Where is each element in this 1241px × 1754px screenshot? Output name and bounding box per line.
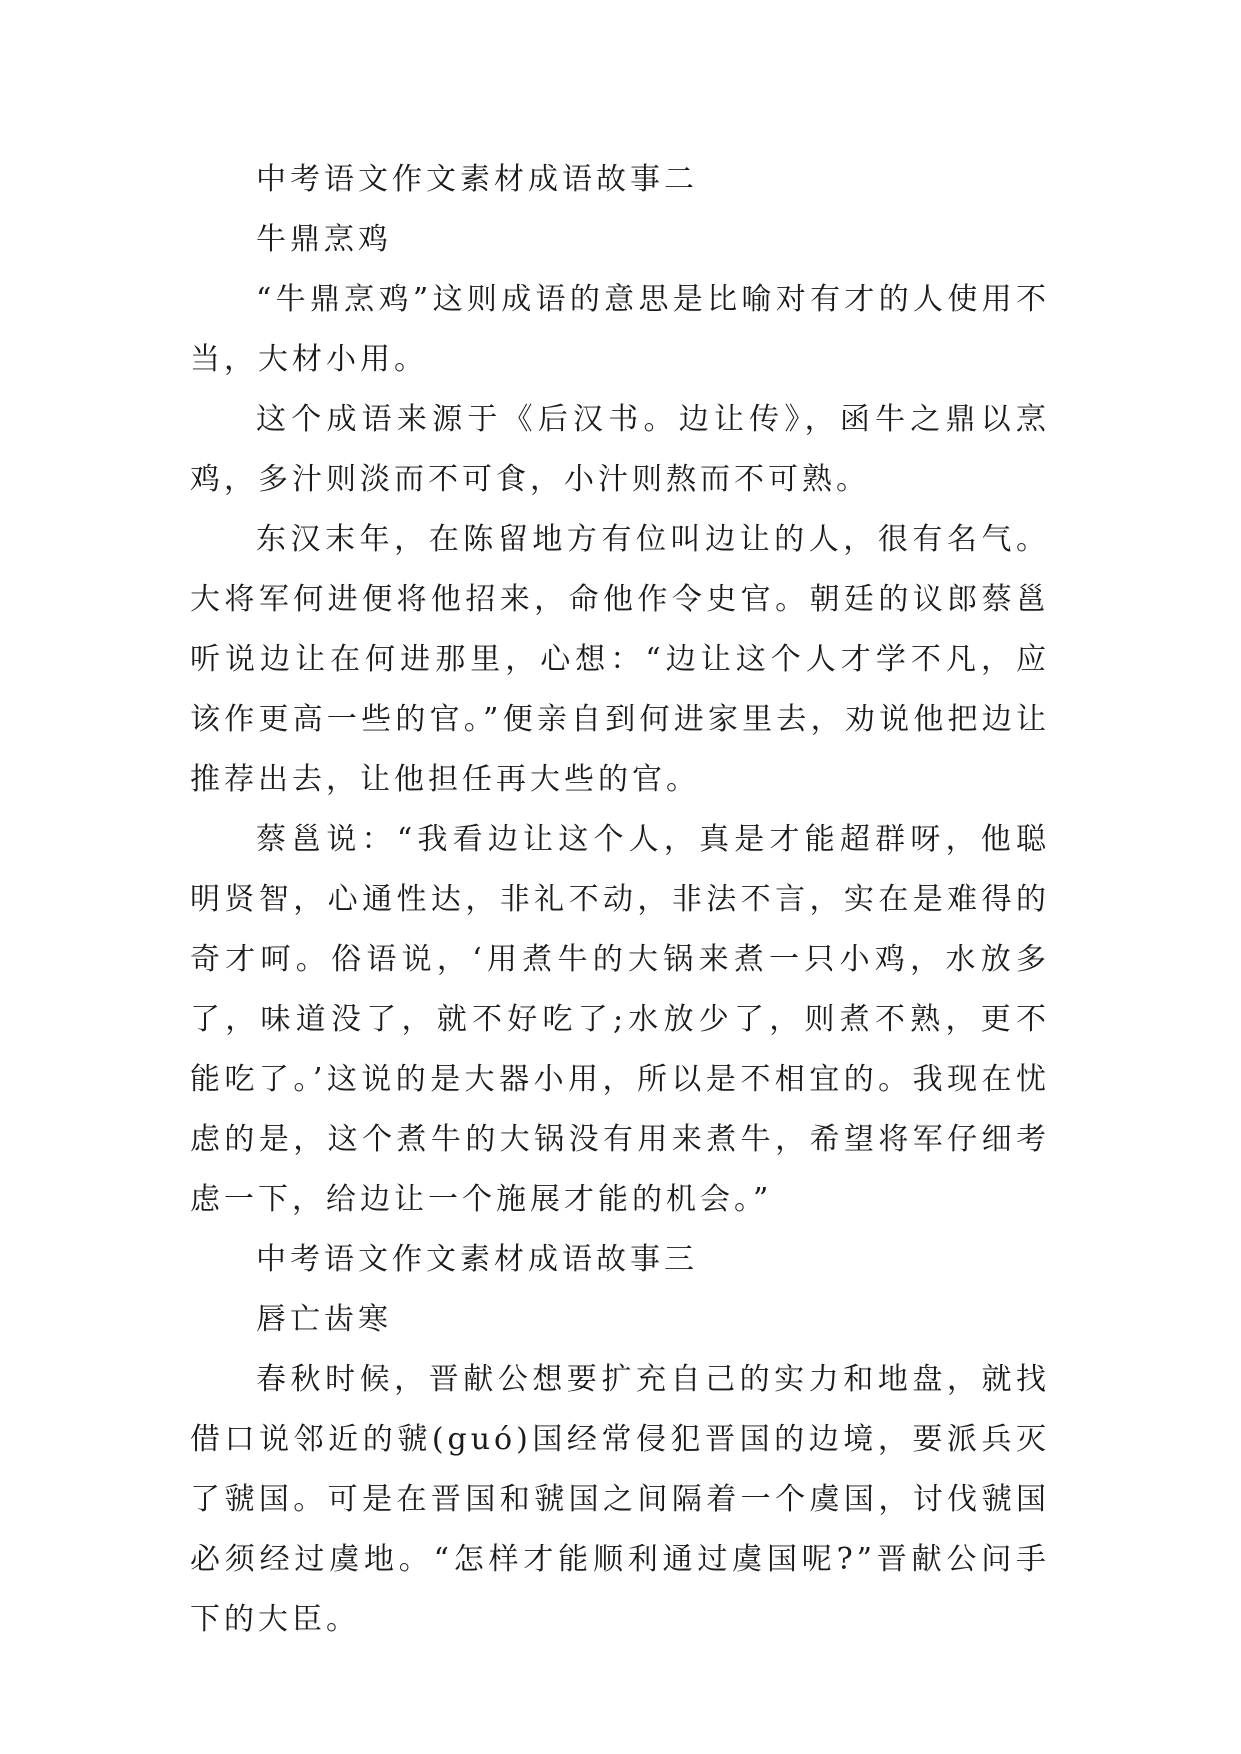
paragraph-source: 这个成语来源于《后汉书。边让传》，函牛之鼎以烹鸡，多汁则淡而不可食，小汁则熬而不可熟。 [190, 402, 1050, 497]
section-title-story-3: 中考语文作文素材成语故事三 [256, 1242, 698, 1277]
idiom-heading-chun-wang-chi-han: 唇亡齿寒 [256, 1302, 392, 1337]
paragraph-jin-xian-gong: 春秋时候，晋献公想要扩充自己的实力和地盘，就找借口说邻近的虢(guó)国经常侵犯晋国的边境，要派兵灭了虢国。可是在晋国和虢国之间隔着一个虞国，讨伐虢国必须经过虞地。“怎样才能顺利通过虞国呢?”晋献公问手下的大臣。 [190, 1362, 1050, 1637]
section-title-story-2: 中考语文作文素材成语故事二 [256, 162, 698, 197]
paragraph-meaning: “牛鼎烹鸡”这则成语的意思是比喻对有才的人使用不当，大材小用。 [190, 282, 1050, 377]
document-body [190, 150, 1050, 1650]
paragraph-story: 东汉末年，在陈留地方有位叫边让的人，很有名气。大将军何进便将他招来，命他作令史官。朝廷的议郎蔡邕听说边让在何进那里，心想：“边让这个人才学不凡，应该作更高一些的官。”便亲自到何进家里去，劝说他把边让推荐出去，让他担任再大些的官。 [190, 522, 1050, 797]
paragraph-cai-yong-speech: 蔡邕说：“我看边让这个人，真是才能超群呀，他聪明贤智，心通性达，非礼不动，非法不言，实在是难得的奇才呵。俗语说，‘用煮牛的大锅来煮一只小鸡，水放多了，味道没了，就不好吃了;水放少了，则煮不熟，更不能吃了。’这说的是大器小用，所以是不相宜的。我现在忧虑的是，这个煮牛的大锅没有用来煮牛，希望将军仔细考虑一下，给边让一个施展才能的机会。” [190, 822, 1050, 1217]
idiom-heading-niu-ding-peng-ji: 牛鼎烹鸡 [256, 222, 392, 257]
